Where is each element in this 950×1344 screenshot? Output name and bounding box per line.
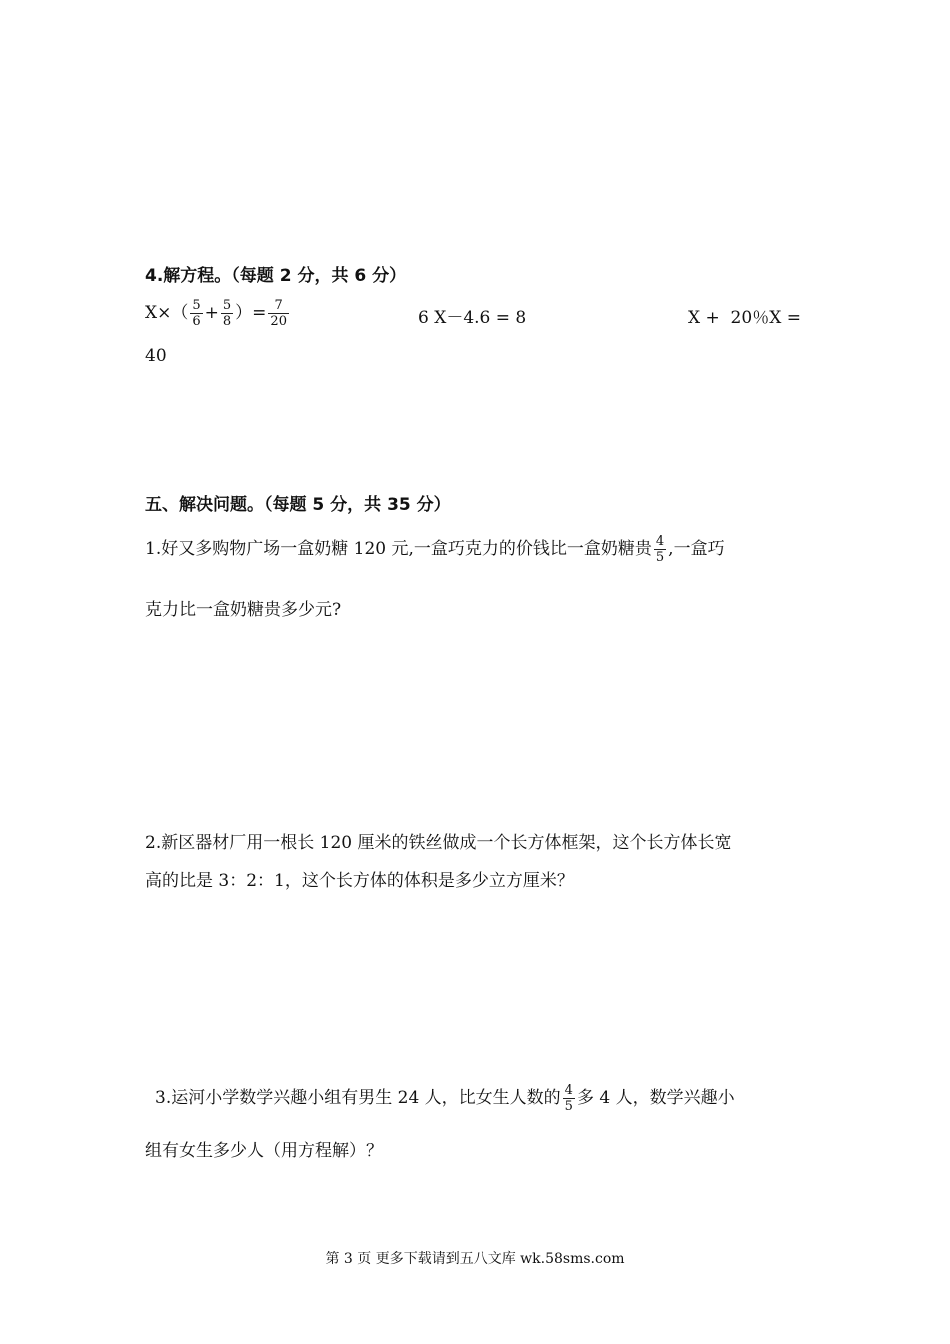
question-2-line-2: 高的比是 3：2：1，这个长方体的体积是多少立方厘米？ <box>145 871 574 891</box>
fraction-4-5 <box>563 1083 575 1114</box>
fraction-numerator: 5 <box>222 298 232 313</box>
fraction-numerator: 4 <box>655 534 665 549</box>
question-3-line-2: 组有女生多少人（用方程解）？ <box>145 1141 383 1161</box>
question-3-text-a: 3.运河小学数学兴趣小组有男生 24 人，比女生人数的 <box>155 1088 561 1108</box>
fraction-denominator: 20 <box>270 314 287 329</box>
fraction-numerator: 4 <box>564 1083 573 1098</box>
question-3-line-1 <box>155 1078 735 1118</box>
fraction-denominator: 5 <box>564 1099 573 1114</box>
fraction-denominator: 5 <box>655 550 665 565</box>
fraction-denominator: 8 <box>222 314 232 329</box>
fraction-numerator: 7 <box>274 298 283 313</box>
equation-3-continued: 40 <box>145 346 167 366</box>
question-1-text-a: 1.好又多购物广场一盒奶糖 120 元,一盒巧克力的价钱比一盒奶糖贵 <box>145 539 652 559</box>
plus-sign: + <box>204 303 219 323</box>
equation-1-prefix: X×（ <box>145 303 189 323</box>
question-3-text-b: 多 4 人，数学兴趣小 <box>576 1088 735 1108</box>
page-footer: 第 3 页 更多下载请到五八文库 wk.58sms.com <box>325 1251 625 1267</box>
equation-1 <box>145 294 291 332</box>
fraction-denominator: 6 <box>192 314 201 329</box>
question-2-line-1: 2.新区器材厂用一根长 120 厘米的铁丝做成一个长方体框架，这个长方体长宽 <box>145 833 732 853</box>
section-4-heading: 4.解方程。（每题 2 分，共 6 分） <box>145 266 407 286</box>
question-1-text-b: ,一盒巧 <box>668 539 725 559</box>
fraction-7-20 <box>268 298 289 329</box>
equation-2: 6 X－4.6 = 8 <box>418 308 527 328</box>
question-1-line-1 <box>145 529 725 569</box>
equation-1-mid: ）= <box>235 303 267 323</box>
fraction-4-5 <box>654 534 666 565</box>
fraction-numerator: 5 <box>192 298 201 313</box>
fraction-5-6 <box>190 298 202 329</box>
section-5-heading: 五、解决问题。（每题 5 分，共 35 分） <box>145 495 451 515</box>
question-1-line-2: 克力比一盒奶糖贵多少元? <box>145 600 342 620</box>
equation-3: X + 20％X = <box>688 308 801 328</box>
fraction-5-8 <box>221 298 233 329</box>
